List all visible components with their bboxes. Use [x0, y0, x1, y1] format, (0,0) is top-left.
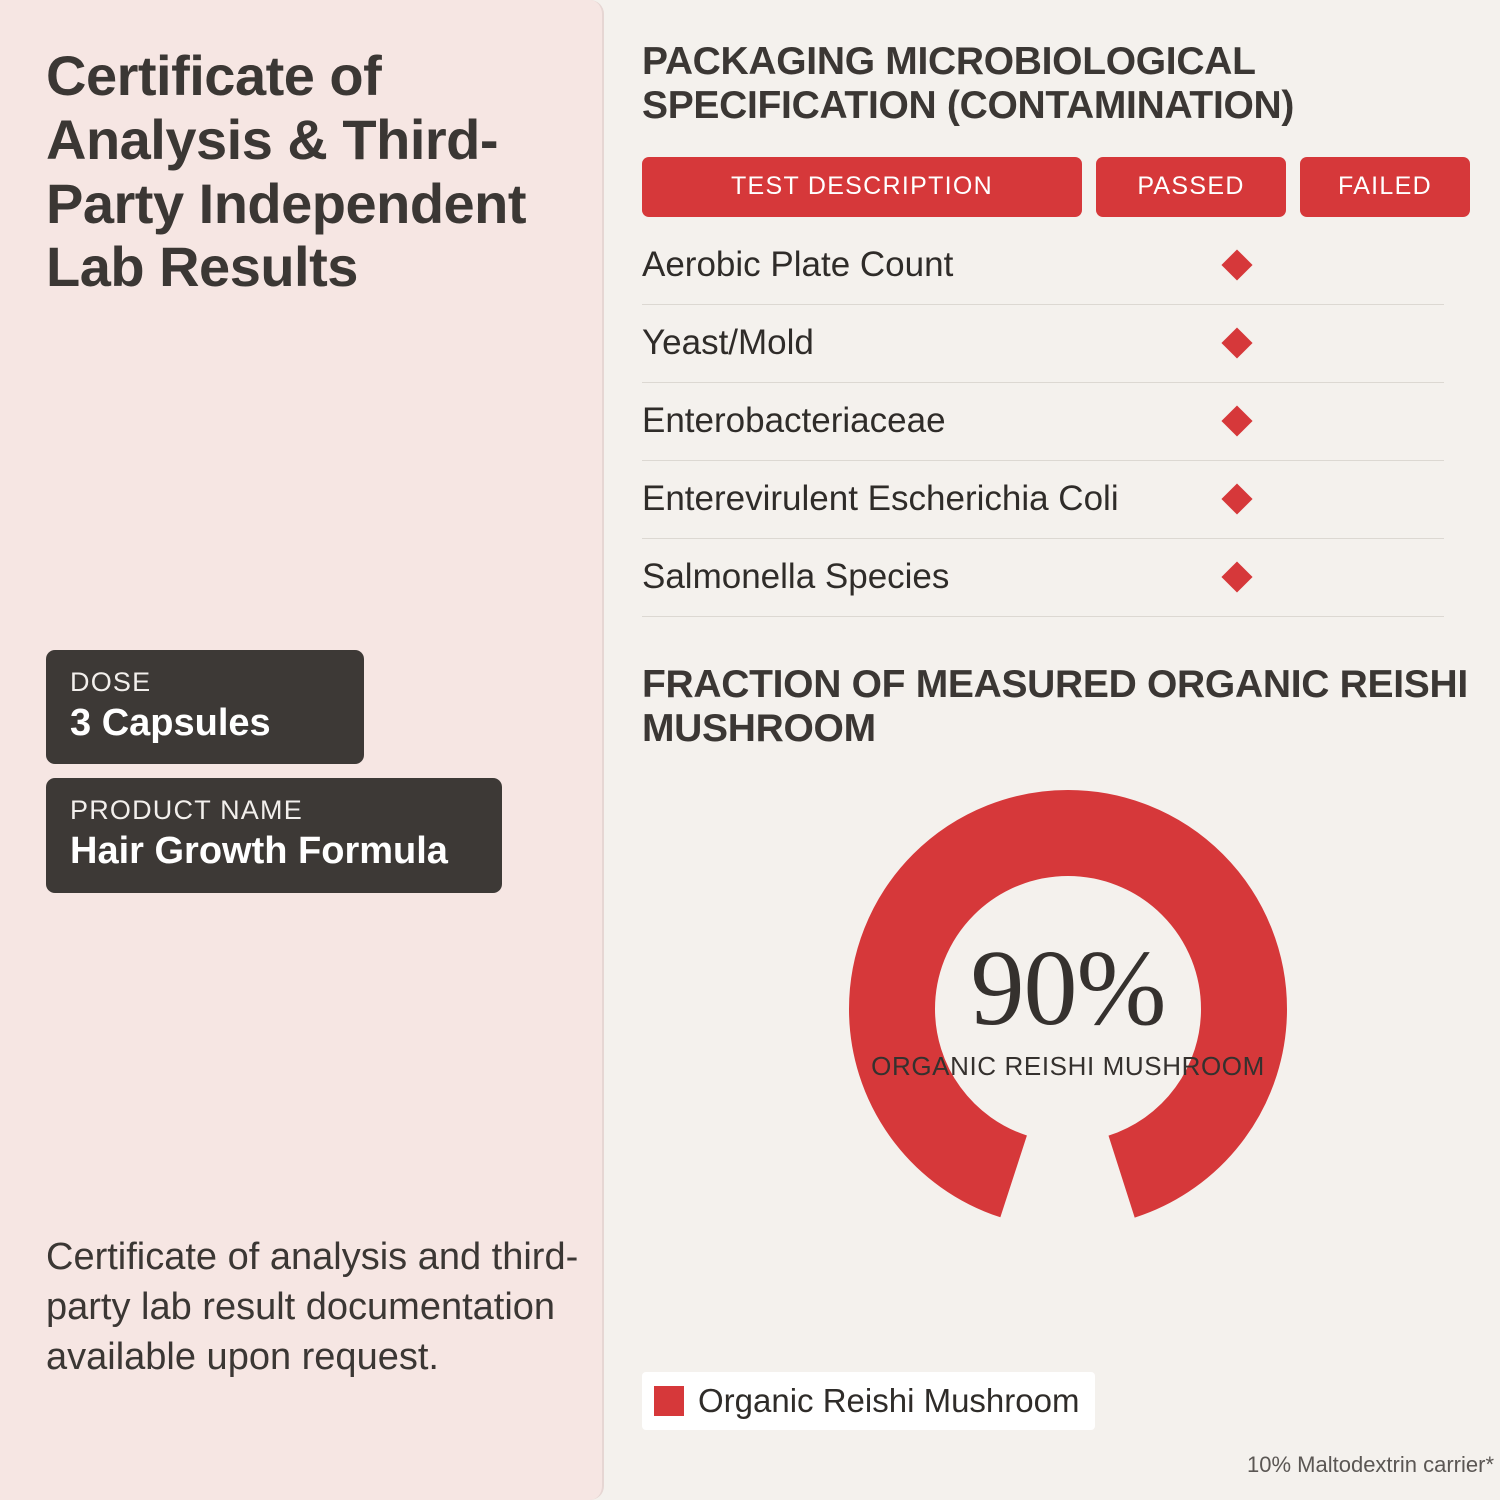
diamond-icon [1221, 250, 1252, 281]
product-name-badge-label: PRODUCT NAME [70, 795, 303, 826]
spec-section-title: PACKAGING MICROBIOLOGICAL SPECIFICATION (CONTAMINATION) [642, 40, 1295, 128]
legend-swatch-icon [654, 1386, 684, 1416]
diamond-icon [1221, 328, 1252, 359]
right-panel [604, 0, 1500, 1500]
badge-stack [46, 650, 602, 907]
product-name-badge-value: Hair Growth Formula [70, 830, 448, 873]
diamond-icon [1221, 484, 1252, 515]
passed-mark [1162, 488, 1312, 510]
table-row [642, 305, 1444, 383]
donut-chart-svg [833, 774, 1303, 1244]
test-name: Salmonella Species [642, 557, 950, 597]
passed-mark [1162, 410, 1312, 432]
product-name-badge [46, 778, 502, 892]
table-row [642, 227, 1444, 305]
dose-badge-label: DOSE [70, 667, 152, 697]
carrier-note: 10% Maltodextrin carrier* [1247, 1452, 1494, 1477]
diamond-icon [1221, 406, 1252, 437]
table-row [642, 539, 1444, 617]
passed-mark [1162, 254, 1312, 276]
donut-percent: 90% [970, 929, 1166, 1049]
column-header-test-description: TEST DESCRIPTION [642, 157, 1082, 217]
test-name: Enterobacteriaceae [642, 401, 946, 441]
test-name: Enterevirulent Escherichia Coli [642, 479, 1119, 519]
test-name: Yeast/Mold [642, 323, 814, 363]
donut-chart [833, 774, 1303, 1244]
spec-table [642, 227, 1444, 617]
page-title: Certificate of Analysis & Third-Party Independent Lab Results [46, 44, 527, 299]
spec-table-header [642, 157, 1470, 217]
donut-sublabel: ORGANIC REISHI MUSHROOM [871, 1051, 1265, 1082]
table-row [642, 461, 1444, 539]
chart-legend [642, 1372, 1095, 1430]
test-name: Aerobic Plate Count [642, 245, 954, 285]
table-row [642, 383, 1444, 461]
availability-note: Certificate of analysis and third-party lab result documentation available upon request. [46, 1236, 579, 1379]
passed-mark [1162, 566, 1312, 588]
dose-badge-value: 3 Capsules [70, 702, 271, 744]
column-header-passed: PASSED [1096, 157, 1286, 217]
column-header-failed: FAILED [1300, 157, 1470, 217]
dose-badge [46, 650, 364, 764]
passed-mark [1162, 332, 1312, 354]
left-panel [0, 0, 604, 1500]
legend-label: Organic Reishi Mushroom [698, 1382, 1080, 1419]
fraction-section-title: FRACTION OF MEASURED ORGANIC REISHI MUSHROOM [642, 662, 1468, 751]
diamond-icon [1221, 562, 1252, 593]
